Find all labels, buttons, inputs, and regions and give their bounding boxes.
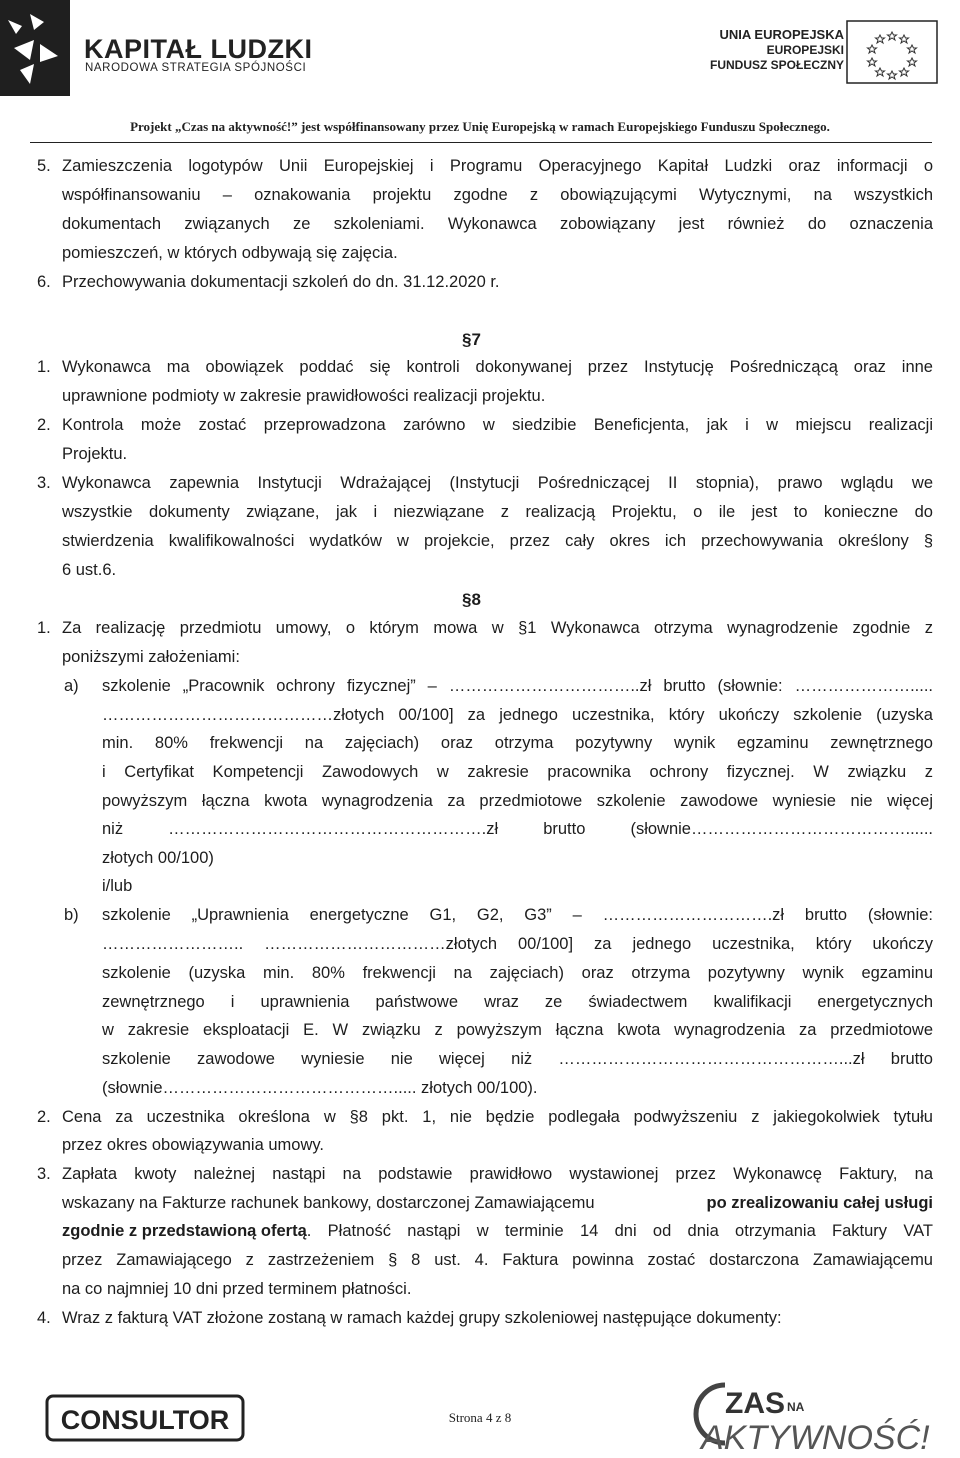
header-divider [30,142,932,143]
czas-logo-line2: AKTYWNOŚĆ! [701,1419,930,1455]
paragraph-line: pomieszczeń, w których odbywają się zajęcia. [62,244,398,262]
paragraph-line: przez okres obowiązywania umowy. [62,1136,324,1154]
text-run: . Płatność nastąpi w terminie 14 dni od dnia otrzymania Faktury VAT [306,1222,933,1240]
paragraph-line: uprawnione podmioty w zakresie prawidłowości realizacji projektu. [62,387,546,405]
subitem-label: a) [64,677,79,695]
paragraph-line: wszystkie dokumenty związane, jak i niezwiązane z realizacją Projektu, o ile jest to konieczne do [62,503,933,521]
paragraph-line: Wykonawca ma obowiązek poddać się kontroli dokonywanej przez Instytucję Pośredniczącą oraz inne [62,358,933,376]
paragraph-line: współfinansowaniu – oznakowania projektu zgodne z obowiązującymi Wytycznymi, na wszystkich [62,186,933,204]
paragraph-line: ……………………………………złotych 00/100] za jednego uczestnika, który ukończy szkolenie (uzyska [102,706,933,724]
kapital-ludzki-subtitle: NARODOWA STRATEGIA SPÓJNOŚCI [85,62,307,74]
item-number: 4. [37,1309,51,1327]
ue-label-line1: UNIA EUROPEJSKA [719,27,844,42]
item-number: 2. [37,1108,51,1126]
paragraph-line: min. 80% frekwencji na zajęciach) oraz otrzyma pozytywny wynik egzaminu zewnętrznego [102,734,933,752]
paragraph-line: Wykonawca zapewnia Instytucji Wdrażającej (Instytucji Pośredniczącej II stopnia), prawo wglądu we [62,474,933,492]
paragraph-line: szkolenie „Pracownik ochrony fizycznej” – ……………………………..zł brutto (słownie: …………………..... [102,677,933,695]
paragraph-line: zewnętrznego i uprawnienia państwowe wraz ze świadectwem kwalifikacji energetycznych [102,993,933,1011]
czas-logo-line1: ZAS [725,1387,785,1420]
paragraph-line: Zamieszczenia logotypów Unii Europejskiej i Programu Operacyjnego Kapitał Ludzki oraz informacji o [62,157,933,175]
item-number: 2. [37,416,51,434]
ue-label-line2: EUROPEJSKI [766,43,844,57]
paragraph-line: Wraz z fakturą VAT złożone zostaną w ramach każdej grupy szkoleniowej następujące dokumenty: [62,1309,782,1327]
bold-text-run: zgodnie z przedstawioną ofertą [62,1222,307,1240]
kapital-ludzki-title: KAPITAŁ LUDZKI [84,34,313,64]
paragraph-line: Zapłata kwoty należnej nastąpi na podstawie prawidłowo wystawionej przez Wykonawcę Faktury, na [62,1165,933,1183]
item-number: 1. [37,619,51,637]
paragraph-line: w zakresie eksploatacji E. W związku z powyższym łączna kwota wynagrodzenia za przedmiotowe [102,1021,933,1039]
paragraph-line: dokumentach związanych ze szkoleniami. Wykonawca zobowiązany jest również do oznaczenia [62,215,933,233]
paragraph-line: złotych 00/100) [102,849,214,867]
ue-label-line3: FUNDUSZ SPOŁECZNY [709,58,844,72]
paragraph-line: Cena za uczestnika określona w §8 pkt. 1, nie będzie podlegała podwyższeniu z jakiegokolwiek tytułu [62,1108,933,1126]
item-number: 6. [37,273,51,291]
project-cofinancing-line: Projekt „Czas na aktywność!” jest współfinansowany przez Unię Europejską w ramach Europejskiego Funduszu Społecznego. [130,119,830,134]
consultor-logo-text: CONSULTOR [60,1405,230,1435]
consultor-logo [45,1392,245,1444]
paragraph-line [62,1222,933,1241]
paragraph-line: Za realizację przedmiotu umowy, o którym mowa w §1 Wykonawca otrzyma wynagrodzenie zgodnie z [62,619,933,637]
paragraph-line: niż ………………………………………………….zł brutto (słownie…………………………………...... [102,820,933,838]
item-number: 5. [37,157,51,175]
page-number: Strona 4 z 8 [448,1410,512,1425]
item-number: 1. [37,358,51,376]
paragraph-line: szkolenie zawodowe wyniesie nie więcej niż ……………………………………………...zł brutto [102,1050,933,1068]
paragraph-line: przez Zamawiającego z zastrzeżeniem § 8 ust. 4. Faktura powinna zostać dostarczona Zamawiającemu [62,1251,933,1269]
paragraph-line: powyższym łączna kwota wynagrodzenia za przedmiotowe szkolenie zawodowe wyniesie nie więcej [102,792,933,810]
section-heading: §7 [462,330,481,349]
paragraph-line: …………………….. ……………………………złotych 00/100] za jednego uczestnika, który ukończy [102,935,933,953]
item-number: 3. [37,1165,51,1183]
paragraph-line: na co najmniej 10 dni przed terminem płatności. [62,1280,412,1298]
paragraph-line: poniższymi założeniami: [62,648,240,666]
paragraph-line: Przechowywania dokumentacji szkoleń do dn. 31.12.2020 r. [62,273,500,291]
paragraph-line: stwierdzenia kwalifikowalności wydatków w projekcie, przez cały okres ich przechowywania określony § [62,532,933,550]
paragraph-line: Kontrola może zostać przeprowadzona zarówno w siedzibie Beneficjenta, jak i w miejscu realizacji [62,416,933,434]
paragraph-line [62,1194,933,1213]
item-number: 3. [37,474,51,492]
eu-flag-icon [846,20,938,84]
paragraph-line: i/lub [102,877,133,895]
text-run: wskazany na Fakturze rachunek bankowy, dostarczonej Zamawiającemu [62,1194,600,1212]
section-heading: §8 [462,590,481,609]
paragraph-line: i Certyfikat Kompetencji Zawodowych w zakresie pracownika ochrony fizycznej. W związku z [102,763,933,781]
paragraph-line: Projektu. [62,445,128,463]
paragraph-line: szkolenie „Uprawnienia energetyczne G1, G2, G3” – ………………………….zł brutto (słownie: [102,906,933,924]
paragraph-line: (słownie……………………………………..... złotych 00/100). [102,1079,538,1097]
bold-text-run: po zrealizowaniu całej usługi [706,1194,933,1212]
paragraph-line: szkolenie (uzyska min. 80% frekwencji na zajęciach) oraz otrzyma pozytywny wynik egzaminu [102,964,933,982]
paragraph-line: 6 ust.6. [62,561,117,579]
subitem-label: b) [64,906,79,924]
czas-logo-na: NA [787,1400,805,1414]
czas-na-aktywnosc-logo [685,1375,955,1455]
